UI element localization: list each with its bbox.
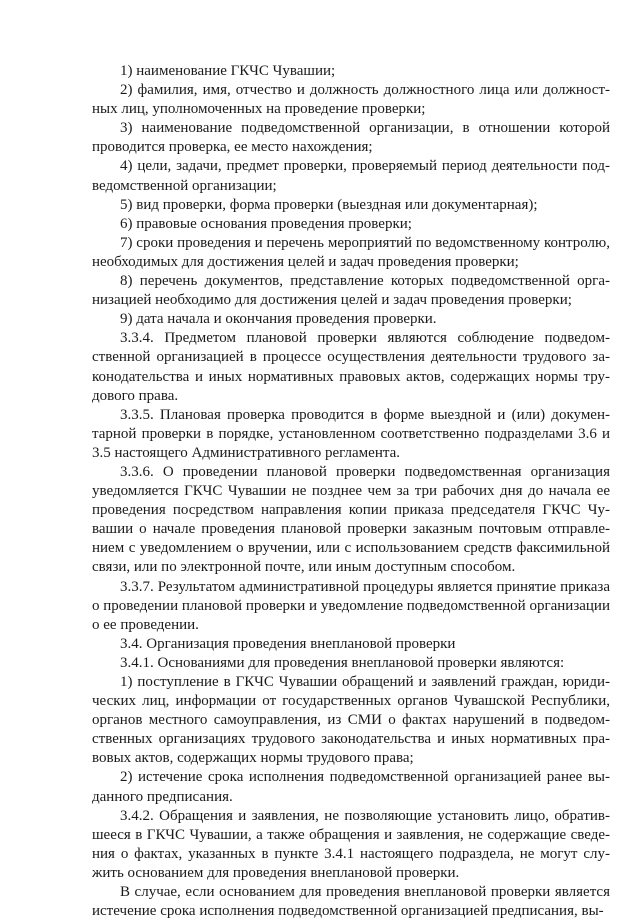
paragraph: 1) наименование ГКЧС Чувашии; <box>120 63 336 79</box>
paragraph: 3) наименование подведомственной организации, в отношении которой проводится проверка, ее место нахождения; <box>92 120 610 156</box>
paragraph: 3.3.4. Предметом плановой проверки являются соблюдение подведомственной организацией в процессе осуществления деятельности трудового законодательства и иных нормативных правовых актов, содержащих нормы трудового права. <box>92 330 610 404</box>
document-body <box>92 62 610 921</box>
paragraph: 3.4.2. Обращения и заявления, не позволяющие установить лицо, обратившееся в ГКЧС Чувашии, а также обращения и заявления, не содержащие сведения о фактах, указанных в пункте 3.4.1 настоящего подраздела, не могут служить основанием для проведения внеплановой проверки. <box>92 807 610 881</box>
section-heading: 3.4. Организация проведения внеплановой проверки <box>120 635 456 652</box>
paragraph: 5) вид проверки, форма проверки (выездная или документарная); <box>120 196 538 213</box>
paragraph: 6) правовые основания проведения проверки; <box>120 215 412 232</box>
paragraph: 1) поступление в ГКЧС Чувашии обращений и заявлений граждан, юридических лиц, информации от государственных органов Чувашской Республики, органов местного самоуправления, из СМИ о фактах нарушений в подведомственных организациях трудового законодательства и иных нормативных правовых актов, содержащих нормы трудового права; <box>92 674 610 767</box>
paragraph: 3.3.6. О проведении плановой проверки подведомственная организация уведомляется ГКЧС Чувашии не позднее чем за три рабочих дня до начала ее проведения посредством направления копии приказа председателя ГКЧС Чувашии о начале проведения плановой проверки заказным почтовым отправлением с уведомлением о вручении, или с использованием средств факсимильной связи, или по электронной почте, или иным доступным способом. <box>92 463 610 576</box>
paragraph: 7) сроки проведения и перечень мероприятий по ведомственному контролю, необходимых для достижения целей и задач проведения проверки; <box>92 234 610 270</box>
paragraph: 3.3.7. Результатом административной процедуры является принятие приказа о проведении плановой проверки и уведомление подведомственной организации о ее проведении. <box>92 578 610 633</box>
paragraph: 2) истечение срока исполнения подведомственной организацией ранее выданного предписания. <box>92 769 610 805</box>
paragraph: 2) фамилия, имя, отчество и должность должностного лица или должностных лиц, уполномоченных на проведение проверки; <box>92 82 610 118</box>
paragraph: В случае, если основанием для проведения внеплановой проверки является истечение срока исполнения подведомственной организацией предписания, вы- <box>92 884 610 920</box>
paragraph: 9) дата начала и окончания проведения проверки. <box>120 311 437 328</box>
paragraph: 4) цели, задачи, предмет проверки, проверяемый период деятельности подведомственной организации; <box>92 158 610 194</box>
paragraph: 3.4.1. Основаниями для проведения внеплановой проверки являются: <box>120 654 565 671</box>
paragraph: 8) перечень документов, представление которых подведомственной организацией необходимо для достижения целей и задач проведения проверки; <box>92 273 610 309</box>
paragraph: 3.3.5. Плановая проверка проводится в форме выездной и (или) документарной проверки в порядке, установленном соответственно подразделами 3.6 и 3.5 настоящего Административного регламента. <box>92 406 610 461</box>
